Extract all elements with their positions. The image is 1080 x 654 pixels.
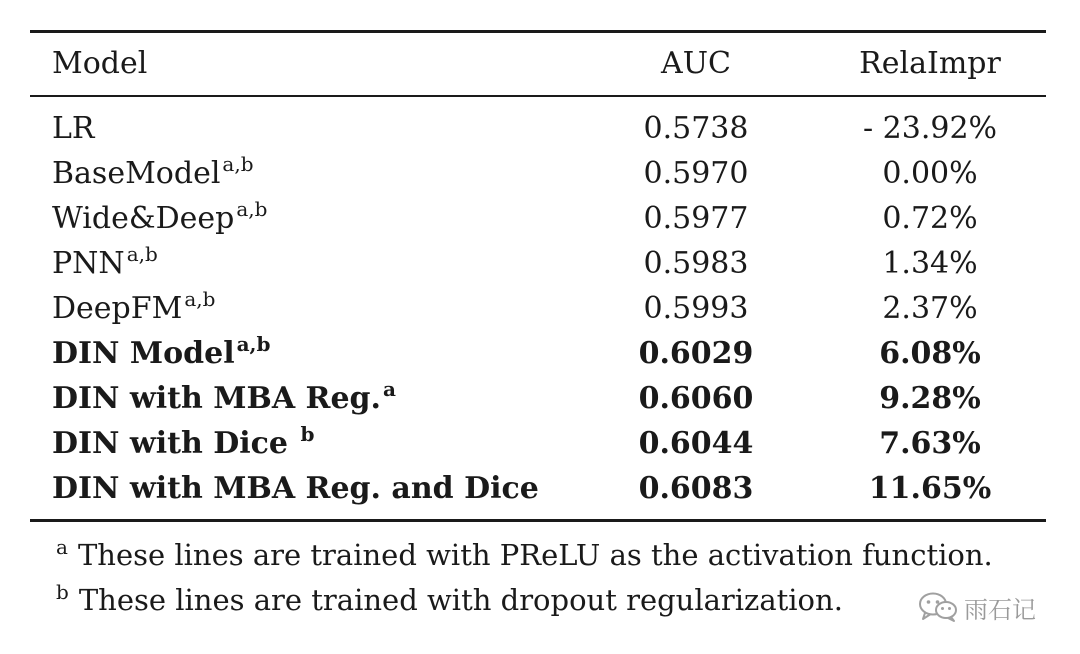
row-auc: 0.6083 xyxy=(638,471,754,506)
row-rela-impr: 11.65% xyxy=(868,471,992,506)
watermark-text: 雨石记 xyxy=(964,595,1036,624)
row-model: PNN $^{a,b}$ xyxy=(52,242,158,281)
row-model: DeepFM $^{a,b}$ xyxy=(52,287,216,326)
row-model: Wide&Deep $^{a,b}$ xyxy=(52,197,268,236)
footnote-mark: b xyxy=(56,580,69,604)
table-bottom-rule xyxy=(30,519,1046,522)
row-auc: 0.6060 xyxy=(638,381,754,416)
footnote-b xyxy=(56,582,843,621)
row-rela-impr: 6.08% xyxy=(879,336,981,371)
header-rela-impr: RelaImpr xyxy=(859,46,1001,81)
row-auc: 0.6044 xyxy=(638,426,754,461)
row-rela-impr: - 23.92% xyxy=(862,111,998,146)
row-auc: 0.5993 xyxy=(643,291,749,326)
footnote-mark: a xyxy=(56,535,68,559)
row-model: DIN with Dice $^b$ xyxy=(52,422,315,461)
row-auc: 0.5983 xyxy=(643,246,749,281)
header-model: Model xyxy=(52,46,148,81)
table-top-rule xyxy=(30,30,1046,33)
wechat-icon xyxy=(918,591,958,623)
footnote-text: These lines are trained with dropout regularization. xyxy=(78,583,843,617)
row-model: LR xyxy=(52,111,95,146)
row-model: DIN with MBA Reg. $^a$ xyxy=(52,377,396,416)
footnote-text: These lines are trained with PReLU as the activation function. xyxy=(77,538,993,572)
row-auc: 0.6029 xyxy=(638,336,754,371)
row-rela-impr: 9.28% xyxy=(879,381,981,416)
row-auc: 0.5977 xyxy=(643,201,749,236)
row-rela-impr: 7.63% xyxy=(879,426,981,461)
row-model: DIN Model $^{a,b}$ xyxy=(52,332,271,371)
row-rela-impr: 2.37% xyxy=(882,291,978,326)
watermark xyxy=(918,590,1036,624)
header-auc: AUC xyxy=(661,46,731,81)
row-model: BaseModel $^{a,b}$ xyxy=(52,152,254,191)
row-rela-impr: 0.72% xyxy=(882,201,978,236)
table-header-rule xyxy=(30,95,1046,97)
row-rela-impr: 1.34% xyxy=(882,246,978,281)
row-auc: 0.5738 xyxy=(643,111,749,146)
row-auc: 0.5970 xyxy=(643,156,749,191)
row-rela-impr: 0.00% xyxy=(882,156,978,191)
row-model: DIN with MBA Reg. and Dice xyxy=(52,471,539,506)
footnote-a xyxy=(56,537,993,576)
